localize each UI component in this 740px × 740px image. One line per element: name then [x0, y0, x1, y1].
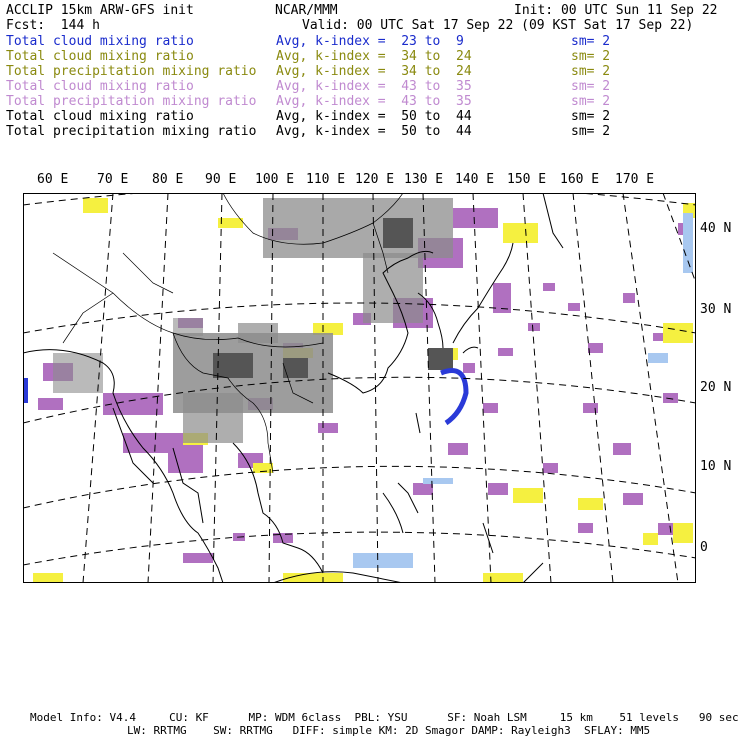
- field-name: Total cloud mixing ratio: [6, 79, 194, 94]
- lon-label: 120 E: [355, 172, 395, 187]
- field-avg: Avg, k-index = 50 to 44: [276, 124, 472, 139]
- lon-label: 130 E: [404, 172, 444, 187]
- lon-label: 150 E: [507, 172, 547, 187]
- lat-label: 30 N: [700, 302, 732, 317]
- field-smoothing: sm= 2: [571, 79, 611, 94]
- field-smoothing: sm= 2: [571, 49, 611, 64]
- field-avg: Avg, k-index = 23 to 9: [276, 34, 464, 49]
- lon-label: 160 E: [560, 172, 600, 187]
- lon-label: 110 E: [306, 172, 346, 187]
- field-avg: Avg, k-index = 50 to 44: [276, 109, 472, 124]
- field-name: Total cloud mixing ratio: [6, 49, 194, 64]
- field-name: Total cloud mixing ratio: [6, 34, 194, 49]
- lon-label: 140 E: [455, 172, 495, 187]
- field-name: Total precipitation mixing ratio: [6, 94, 257, 109]
- field-smoothing: sm= 2: [571, 34, 611, 49]
- valid-time: Valid: 00 UTC Sat 17 Sep 22 (09 KST Sat 17 Sep 22): [302, 18, 694, 33]
- field-name: Total cloud mixing ratio: [6, 109, 194, 124]
- model-info-line2: LW: RRTMG SW: RRTMG DIFF: simple KM: 2D Smagor DAMP: Rayleigh3 SFLAY: MM5: [127, 724, 651, 737]
- lat-label: 0: [700, 540, 708, 555]
- org-label: NCAR/MMM: [275, 3, 338, 18]
- field-name: Total precipitation mixing ratio: [6, 124, 257, 139]
- field-avg: Avg, k-index = 43 to 35: [276, 94, 472, 109]
- field-smoothing: sm= 2: [571, 109, 611, 124]
- model-info-line1: Model Info: V4.4 CU: KF MP: WDM 6class PBL: YSU SF: Noah LSM 15 km 51 levels 90 sec: [30, 711, 739, 724]
- field-avg: Avg, k-index = 43 to 35: [276, 79, 472, 94]
- lat-label: 20 N: [700, 380, 732, 395]
- field-smoothing: sm= 2: [571, 124, 611, 139]
- lon-label: 100 E: [255, 172, 295, 187]
- model-title: ACCLIP 15km ARW-GFS init: [6, 3, 194, 18]
- field-name: Total precipitation mixing ratio: [6, 64, 257, 79]
- init-time: Init: 00 UTC Sun 11 Sep 22: [514, 3, 718, 18]
- lon-label: 170 E: [615, 172, 655, 187]
- field-smoothing: sm= 2: [571, 94, 611, 109]
- lat-label: 40 N: [700, 221, 732, 236]
- field-avg: Avg, k-index = 34 to 24: [276, 49, 472, 64]
- lon-label: 60 E: [37, 172, 69, 187]
- field-smoothing: sm= 2: [571, 64, 611, 79]
- lon-label: 90 E: [205, 172, 237, 187]
- forecast-map: [23, 193, 696, 583]
- field-avg: Avg, k-index = 34 to 24: [276, 64, 472, 79]
- lon-label: 70 E: [97, 172, 129, 187]
- forecast-hour: Fcst: 144 h: [6, 18, 100, 33]
- lat-label: 10 N: [700, 459, 732, 474]
- lon-label: 80 E: [152, 172, 184, 187]
